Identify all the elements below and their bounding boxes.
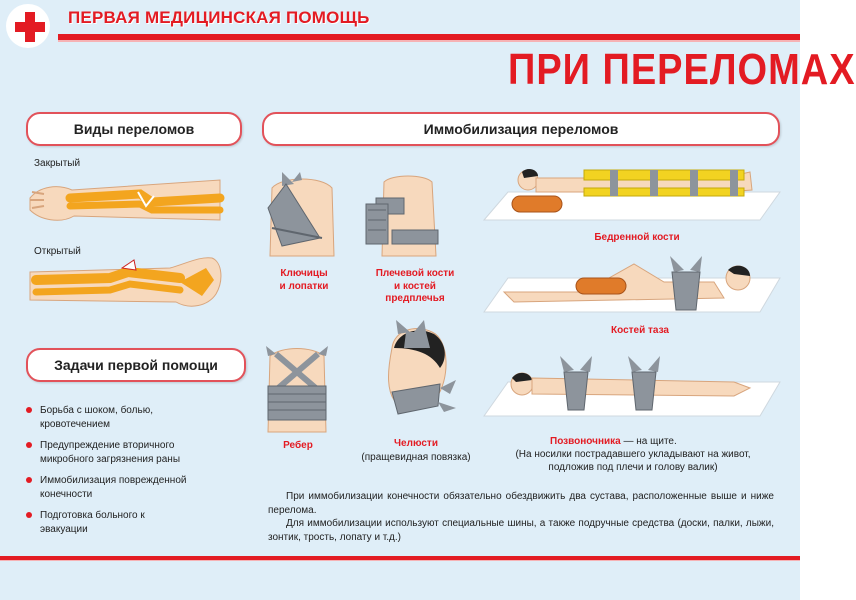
open-fracture-label: Открытый [34, 246, 81, 257]
bullet-icon [26, 477, 32, 483]
jaw-caption: Челюсти [394, 438, 438, 449]
spine-caption: Позвоночника [550, 436, 621, 447]
header-kicker: ПЕРВАЯ МЕДИЦИНСКАЯ ПОМОЩЬ [68, 8, 370, 27]
header-bar [0, 0, 800, 50]
spine-immobilization-illustration [484, 348, 780, 422]
closed-fracture-arm-illustration [30, 172, 225, 232]
first-aid-tasks-heading: Задачи первой помощи [26, 348, 246, 382]
red-cross-logo [6, 4, 50, 48]
ribs-bandage-illustration [262, 340, 332, 435]
spine-note-inline: — на щите. [620, 436, 677, 447]
spine-caption-line [550, 436, 750, 449]
note-paragraph: Для иммобилизации используют специальные шины, а также подручные средства (доски, палки, лыжи, зонтик, трость, лопату и т.д.) [268, 518, 774, 543]
fracture-types-heading: Виды переломов [26, 112, 242, 146]
spine-note: (На носилки пострадавшего укладывают на живот, подложив под плечи и голову валик) [515, 449, 751, 473]
bullet-icon [26, 407, 32, 413]
immobilization-heading: Иммобилизация переломов [262, 112, 780, 146]
open-fracture-leg-illustration [30, 254, 225, 314]
humerus-caption: Плечевой кости и костей предплечья [375, 268, 455, 304]
pelvis-caption: Костей таза [610, 325, 669, 336]
femur-splint-illustration [484, 162, 780, 226]
list-item: Борьба с шоком, болью, кровотечением [26, 404, 246, 431]
jaw-note: (пращевидная повязка) [361, 452, 471, 463]
ribs-caption: Ребер [283, 440, 313, 451]
femur-caption: Бедренной кости [594, 232, 680, 243]
bullet-icon [26, 512, 32, 518]
first-aid-tasks-list [26, 404, 246, 544]
pelvis-immobilization-illustration [484, 252, 780, 322]
clavicle-caption: Ключицы и лопатки [279, 268, 329, 292]
list-item: Иммобилизация поврежденной конечности [26, 474, 246, 501]
humerus-splint-illustration [362, 168, 452, 260]
jaw-sling-illustration [376, 318, 460, 428]
list-item: Предупреждение вторичного микробного загрязнения раны [26, 439, 246, 466]
note-paragraph: При иммобилизации конечности обязательно обездвижить два сустава, расположенные выше и ниже перелома. [268, 491, 774, 516]
bullet-icon [26, 442, 32, 448]
immobilization-notes [268, 490, 774, 544]
page-title: ПРИ ПЕРЕЛОМАХ [508, 46, 856, 95]
clavicle-sling-illustration [262, 168, 342, 260]
closed-fracture-label: Закрытый [34, 158, 81, 169]
list-item: Подготовка больного к эвакуации [26, 509, 246, 536]
